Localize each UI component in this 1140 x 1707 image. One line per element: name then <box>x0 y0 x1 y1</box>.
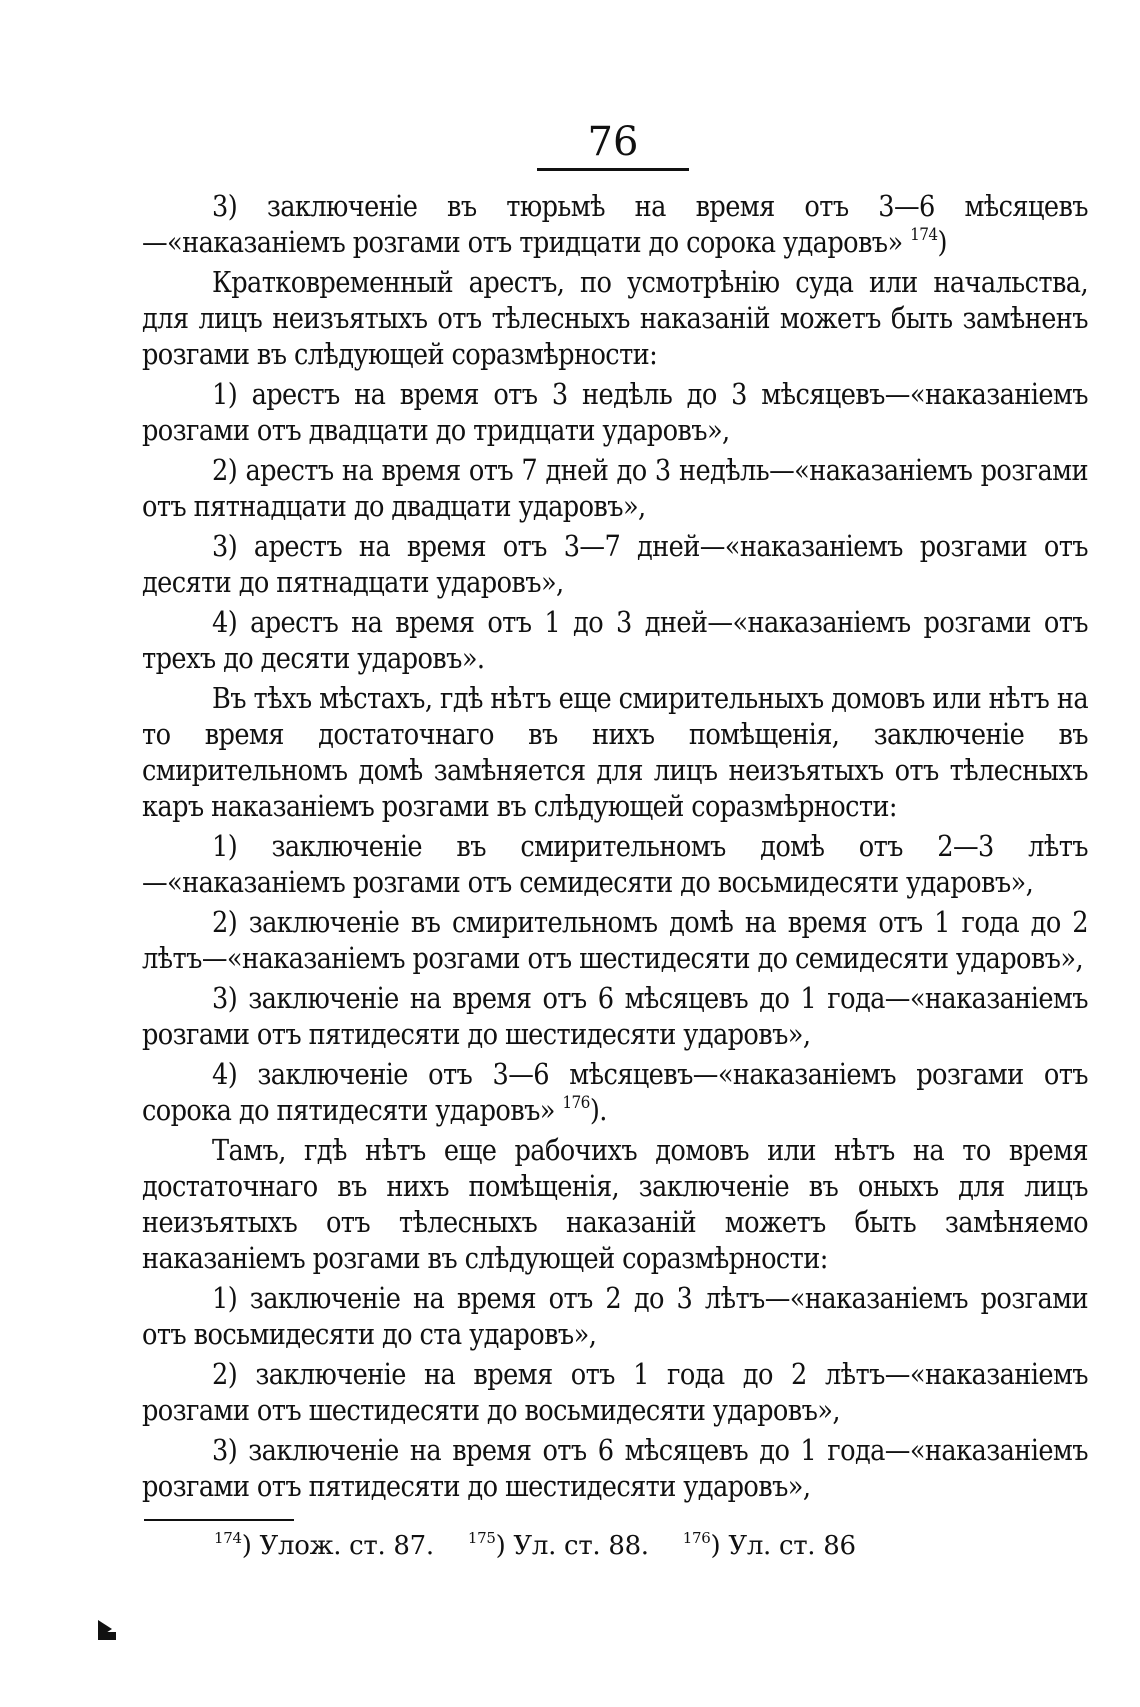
paragraph-7: Въ тѣхъ мѣстахъ, гдѣ нѣтъ еще смирительныхъ домовъ или нѣтъ на то время достаточнаго въ нихъ помѣщенія, заключеніе въ смирительномъ домѣ замѣняется для лицъ неизъятыхъ отъ тѣлесныхъ каръ наказаніемъ розгами въ слѣдующей соразмѣрности: <box>142 682 1088 823</box>
footnote-176: $^{176}$) Ул. ст. 86 <box>682 1529 856 1561</box>
list-item: 2) заключеніе на время отъ 1 года до 2 лѣтъ—«наказаніемъ розгами отъ шестидесяти до восьмидесяти ударовъ», <box>142 1358 1088 1427</box>
printer-mark-icon <box>98 1620 112 1638</box>
footnote-ref-176: 176 <box>562 1093 590 1113</box>
paragraph-1: 3) заключеніе въ тюрьмѣ на время отъ 3—6 мѣсяцевъ—«наказаніемъ розгами отъ тридцати до сорока ударовъ» $^{174}$) <box>142 190 1088 259</box>
list-item: 4) заключеніе отъ 3—6 мѣсяцевъ—«наказаніемъ розгами отъ сорока до пятидесяти ударовъ» $^{176}$). <box>142 1058 1088 1127</box>
list-item: 2) заключеніе въ смирительномъ домѣ на время отъ 1 года до 2 лѣтъ—«наказаніемъ розгами отъ шестидесяти до семидесяти ударовъ», <box>142 906 1088 975</box>
list-item: 3) заключеніе на время отъ 6 мѣсяцевъ до 1 года—«наказаніемъ розгами отъ пятидесяти до шестидесяти ударовъ», <box>142 982 1088 1051</box>
body-text <box>142 189 1088 1505</box>
footnote-ref-174: 174 <box>910 225 938 245</box>
paragraph-2: Кратковременный арестъ, по усмотрѣнію суда или начальства, для лицъ неизъятыхъ отъ тѣлесныхъ наказаній можетъ быть замѣненъ розгами въ слѣдующей соразмѣрности: <box>142 266 1088 371</box>
list-item: 1) заключеніе въ смирительномъ домѣ отъ 2—3 лѣтъ—«наказаніемъ розгами отъ семидесяти до восьмидесяти ударовъ», <box>142 830 1088 899</box>
list-item: 1) заключеніе на время отъ 2 до 3 лѣтъ—«наказаніемъ розгами отъ восьмидесяти до ста ударовъ», <box>142 1282 1088 1351</box>
list-item: 1) арестъ на время отъ 3 недѣль до 3 мѣсяцевъ—«наказаніемъ розгами отъ двадцати до тридцати ударовъ», <box>142 378 1088 447</box>
footnote-175: $^{175}$) Ул. ст. 88. <box>467 1529 649 1561</box>
list-item: 2) арестъ на время отъ 7 дней до 3 недѣль—«наказаніемъ розгами отъ пятнадцати до двадцати ударовъ», <box>142 454 1088 523</box>
page-number: 76 <box>537 118 689 171</box>
paragraph-12: Тамъ, гдѣ нѣтъ еще рабочихъ домовъ или нѣтъ на то время достаточнаго въ нихъ помѣщенія, заключеніе въ оныхъ для лицъ неизъятыхъ отъ тѣлесныхъ наказаній можетъ быть замѣняемо наказаніемъ розгами въ слѣдующей соразмѣрности: <box>142 1134 1088 1275</box>
footnote-174: $^{174}$) Улож. ст. 87. <box>214 1529 434 1561</box>
list-item: 4) арестъ на время отъ 1 до 3 дней—«наказаніемъ розгами отъ трехъ до десяти ударовъ». <box>142 606 1088 675</box>
list-item: 3) арестъ на время отъ 3—7 дней—«наказаніемъ розгами отъ десяти до пятнадцати ударовъ», <box>142 530 1088 599</box>
footnote-divider <box>144 1519 294 1521</box>
footnotes <box>214 1529 1088 1563</box>
list-item: 3) заключеніе на время отъ 6 мѣсяцевъ до 1 года—«наказаніемъ розгами отъ пятидесяти до шестидесяти ударовъ», <box>142 1434 1088 1503</box>
